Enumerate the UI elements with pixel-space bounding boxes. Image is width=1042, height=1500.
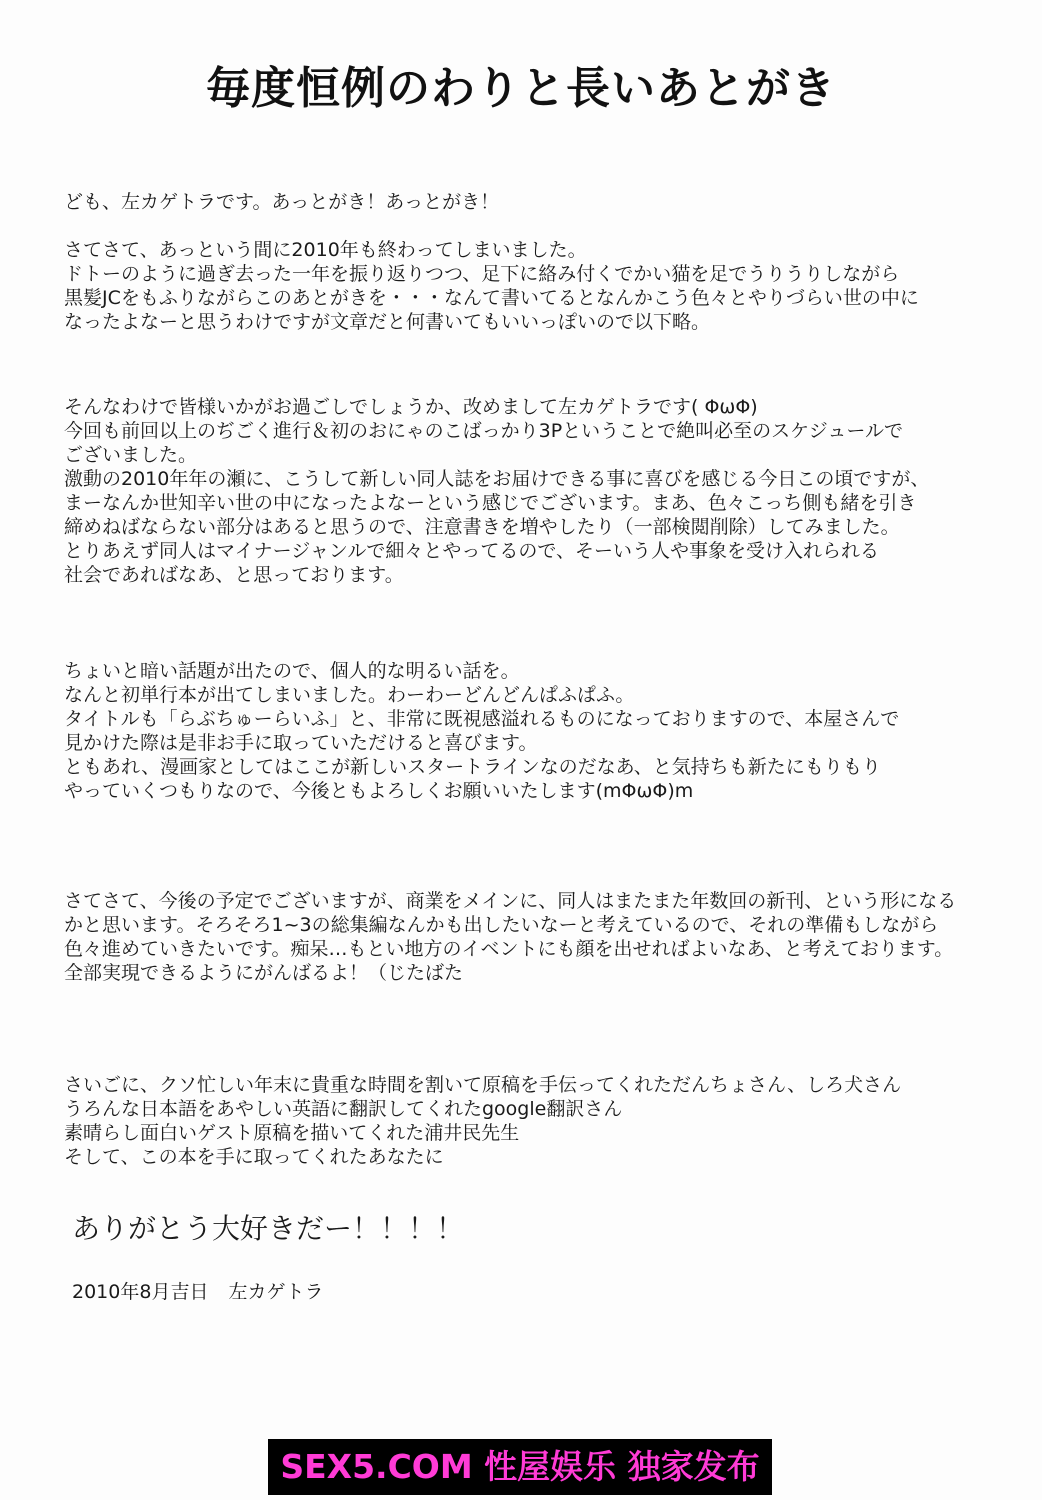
text-line: うろんな日本語をあやしい英語に翻訳してくれたgoogle翻訳さん xyxy=(64,1098,623,1120)
text-line: 社会であればなあ、と思っております。 xyxy=(64,564,404,586)
paragraph-greeting-again xyxy=(64,395,1024,587)
text-line: かと思います。そろそろ1~3の総集編なんかも出したいなーと考えているので、それの準備もしながら xyxy=(64,914,939,936)
text-line: ともあれ、漫画家としてはここが新しいスタートラインなのだなあ、と気持ちも新たにもりもり xyxy=(64,756,881,778)
text-line: まーなんか世知辛い世の中になったよなーという感じでございます。まあ、色々こっち側も緒を引き xyxy=(64,492,917,514)
text-line: 激動の2010年年の瀬に、こうして新しい同人誌をお届けできる事に喜びを感じる今日この頃ですが、 xyxy=(64,468,930,490)
text-line: 全部実現できるようにがんばるよ！（じたばた xyxy=(64,962,464,984)
text-line: タイトルも「らぶちゅーらいふ」と、非常に既視感溢れるものになっておりますので、本屋さんで xyxy=(64,708,900,730)
watermark-banner: SEX5.COM 性屋娱乐 独家发布 xyxy=(268,1439,772,1495)
text-line: ございました。 xyxy=(64,444,198,466)
paragraph-greeting xyxy=(64,190,1024,214)
text-line: なったよなーと思うわけですが文章だと何書いてもいいっぽいので以下略。 xyxy=(64,311,711,333)
paragraph-year-end xyxy=(64,238,1024,334)
text-line: やっていくつもりなので、今後ともよろしくお願いいたします(mΦωΦ)m xyxy=(64,780,694,802)
text-line: ども、左カゲトラです。あっとがき！あっとがき！ xyxy=(64,191,500,213)
text-line: さいごに、クソ忙しい年末に貴重な時間を割いて原稿を手伝ってくれただんちょさん、しろ犬さん xyxy=(64,1074,902,1096)
signature-line xyxy=(72,1280,323,1304)
paragraph-future-plans xyxy=(64,889,1024,985)
text-line: そして、この本を手に取ってくれたあなたに xyxy=(64,1146,444,1168)
author-name: 左カゲトラ xyxy=(228,1281,324,1303)
text-line: とりあえず同人はマイナージャンルで細々とやってるので、そーいう人や事象を受け入れられる xyxy=(64,540,880,562)
text-line: ちょいと暗い話題が出たので、個人的な明るい話を。 xyxy=(64,660,520,682)
text-line: 見かけた際は是非お手に取っていただけると喜びます。 xyxy=(64,732,538,754)
page-title: 毎度恒例のわりと長いあとがき xyxy=(206,63,836,114)
date-text: 2010年8月吉日 xyxy=(72,1281,209,1303)
paragraph-first-book xyxy=(64,659,1024,803)
text-line: さてさて、あっという間に2010年も終わってしまいました。 xyxy=(64,239,587,261)
text-line: ドトーのように過ぎ去った一年を振り返りつつ、足下に絡み付くでかい猫を足でうりうりしながら xyxy=(64,263,900,285)
text-line: 素晴らし面白いゲスト原稿を描いてくれた浦井民先生 xyxy=(64,1122,520,1144)
text-line: 黒髪JCをもふりながらこのあとがきを・・・なんて書いてるとなんかこう色々とやりづらい世の中に xyxy=(64,287,919,309)
text-line: 色々進めていきたいです。痴呆…もとい地方のイベントにも顔を出せればよいなあ、と考えております。 xyxy=(64,938,954,960)
paragraph-acknowledgements xyxy=(64,1073,1024,1169)
text-line: さてさて、今後の予定でございますが、商業をメインに、同人はまたまた年数回の新刊、という形になる xyxy=(64,890,957,912)
thanks-line: ありがとう大好きだー！！！！ xyxy=(72,1212,465,1245)
text-line: なんと初単行本が出てしまいました。わーわーどんどんぱふぱふ。 xyxy=(64,684,635,706)
text-line: 締めねばならない部分はあると思うので、注意書きを増やしたり（一部検閲削除）してみました。 xyxy=(64,516,900,538)
text-line: そんなわけで皆様いかがお過ごしでしょうか、改めまして左カゲトラです( ΦωΦ) xyxy=(64,396,758,418)
text-line: 今回も前回以上のぢごく進行＆初のおにゃのこばっかり3Pということで絶叫必至のスケジュールで xyxy=(64,420,904,442)
